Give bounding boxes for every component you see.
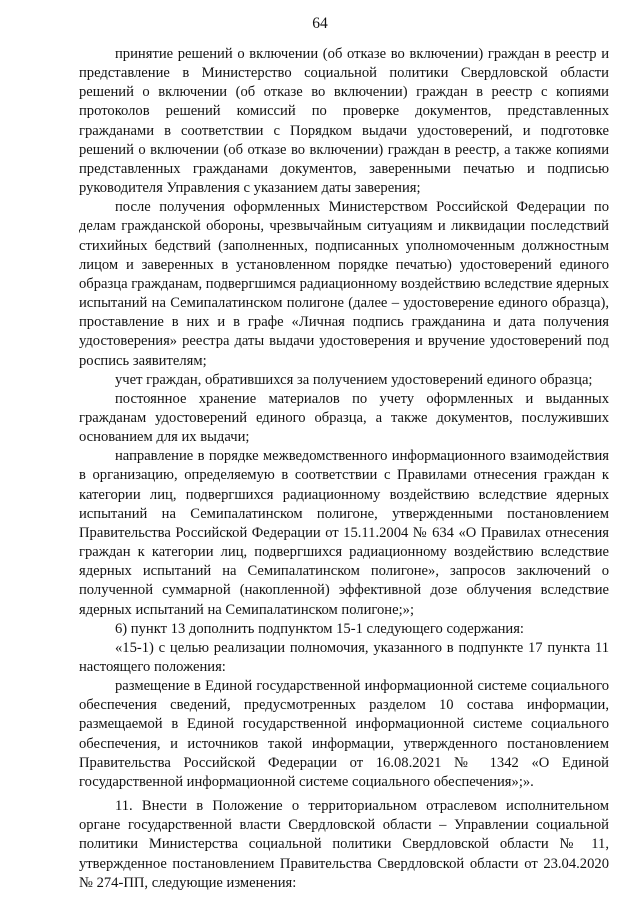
paragraph: после получения оформленных Министерством Российской Федерации по делам гражданской обороны, чрезвычайным ситуациям и ликвидации последствий стихийных бедствий (заполненных, подписанных уполномоченным должностным лицом и заверенных в установленном порядке печатью) удостоверений единого образца гражданам, подвергшимся радиационному воздействию вследствие ядерных испытаний на Семипалатинском полигоне (далее – удостоверение единого образца), проставление в них и в графе «Личная подпись гражданина и дата получения удостоверения» реестра даты выдачи удостоверения и вручение удостоверений под роспись заявителям;: [79, 199, 609, 369]
paragraph: учет граждан, обратившихся за получением удостоверений единого образца;: [115, 371, 593, 388]
paragraph: «15-1) с целью реализации полномочия, указанного в подпункте 17 пункта 11 настоящего положения:: [79, 639, 609, 675]
paragraph: 11. Внести в Положение о территориальном отраслевом исполнительном органе государственной власти Свердловской области – Управлении социальной политики Министерства социальной политики Свердловской области № 11, утвержденное постановлением Правительства Свердловской области от 23.04.2020 № 274-ПП, следующие изменения:: [79, 798, 609, 891]
paragraph: 6) пункт 13 дополнить подпунктом 15-1 следующего содержания:: [115, 620, 524, 637]
paragraph: постоянное хранение материалов по учету оформленных и выданных гражданам удостоверений единого образца, а также документов, послуживших основанием для их выдачи;: [79, 390, 609, 446]
page-number: 64: [312, 15, 328, 32]
paragraph: принятие решений о включении (об отказе во включении) граждан в реестр и представление в Министерство социальной политики Свердловской области решений о включении (об отказе во включении) граждан в реестр с копиями протоколов решений комиссий по проверке документов, представленных гражданами в соответствии с Порядком выдачи удостоверений, и подготовке решений о включении (об отказе во включении) граждан в реестр, а также копиями представленных гражданами документов, заверенными печатью и подписью руководителя Управления с указанием даты заверения;: [79, 46, 609, 197]
paragraph: направление в порядке межведомственного информационного взаимодействия в организацию, определяемую в соответствии с Правилами отнесения граждан к категории лиц, подвергшихся радиационному воздействию вследствие ядерных испытаний на Семипалатинском полигоне, утвержденными постановлением Правительства Российской Федерации от 15.11.2004 № 634 «О Правилах отнесения граждан к категории лиц, подвергшихся радиационному воздействию вследствие ядерных испытаний на Семипалатинском полигоне», запросов заключений о полученной суммарной (накопленной) эффективной дозе облучения вследствие ядерных испытаний на Семипалатинском полигоне;»;: [79, 448, 609, 618]
paragraph: размещение в Единой государственной информационной системе социального обеспечения сведений, предусмотренных разделом 10 состава информации, размещаемой в Единой государственной информационной системе социального обеспечения, и источников такой информации, утвержденного постановлением Правительства Российской Федерации от 16.08.2021 № 1342 «О Единой государственной информационной системе социального обеспечения»;».: [79, 678, 609, 790]
document-body: [79, 45, 609, 893]
